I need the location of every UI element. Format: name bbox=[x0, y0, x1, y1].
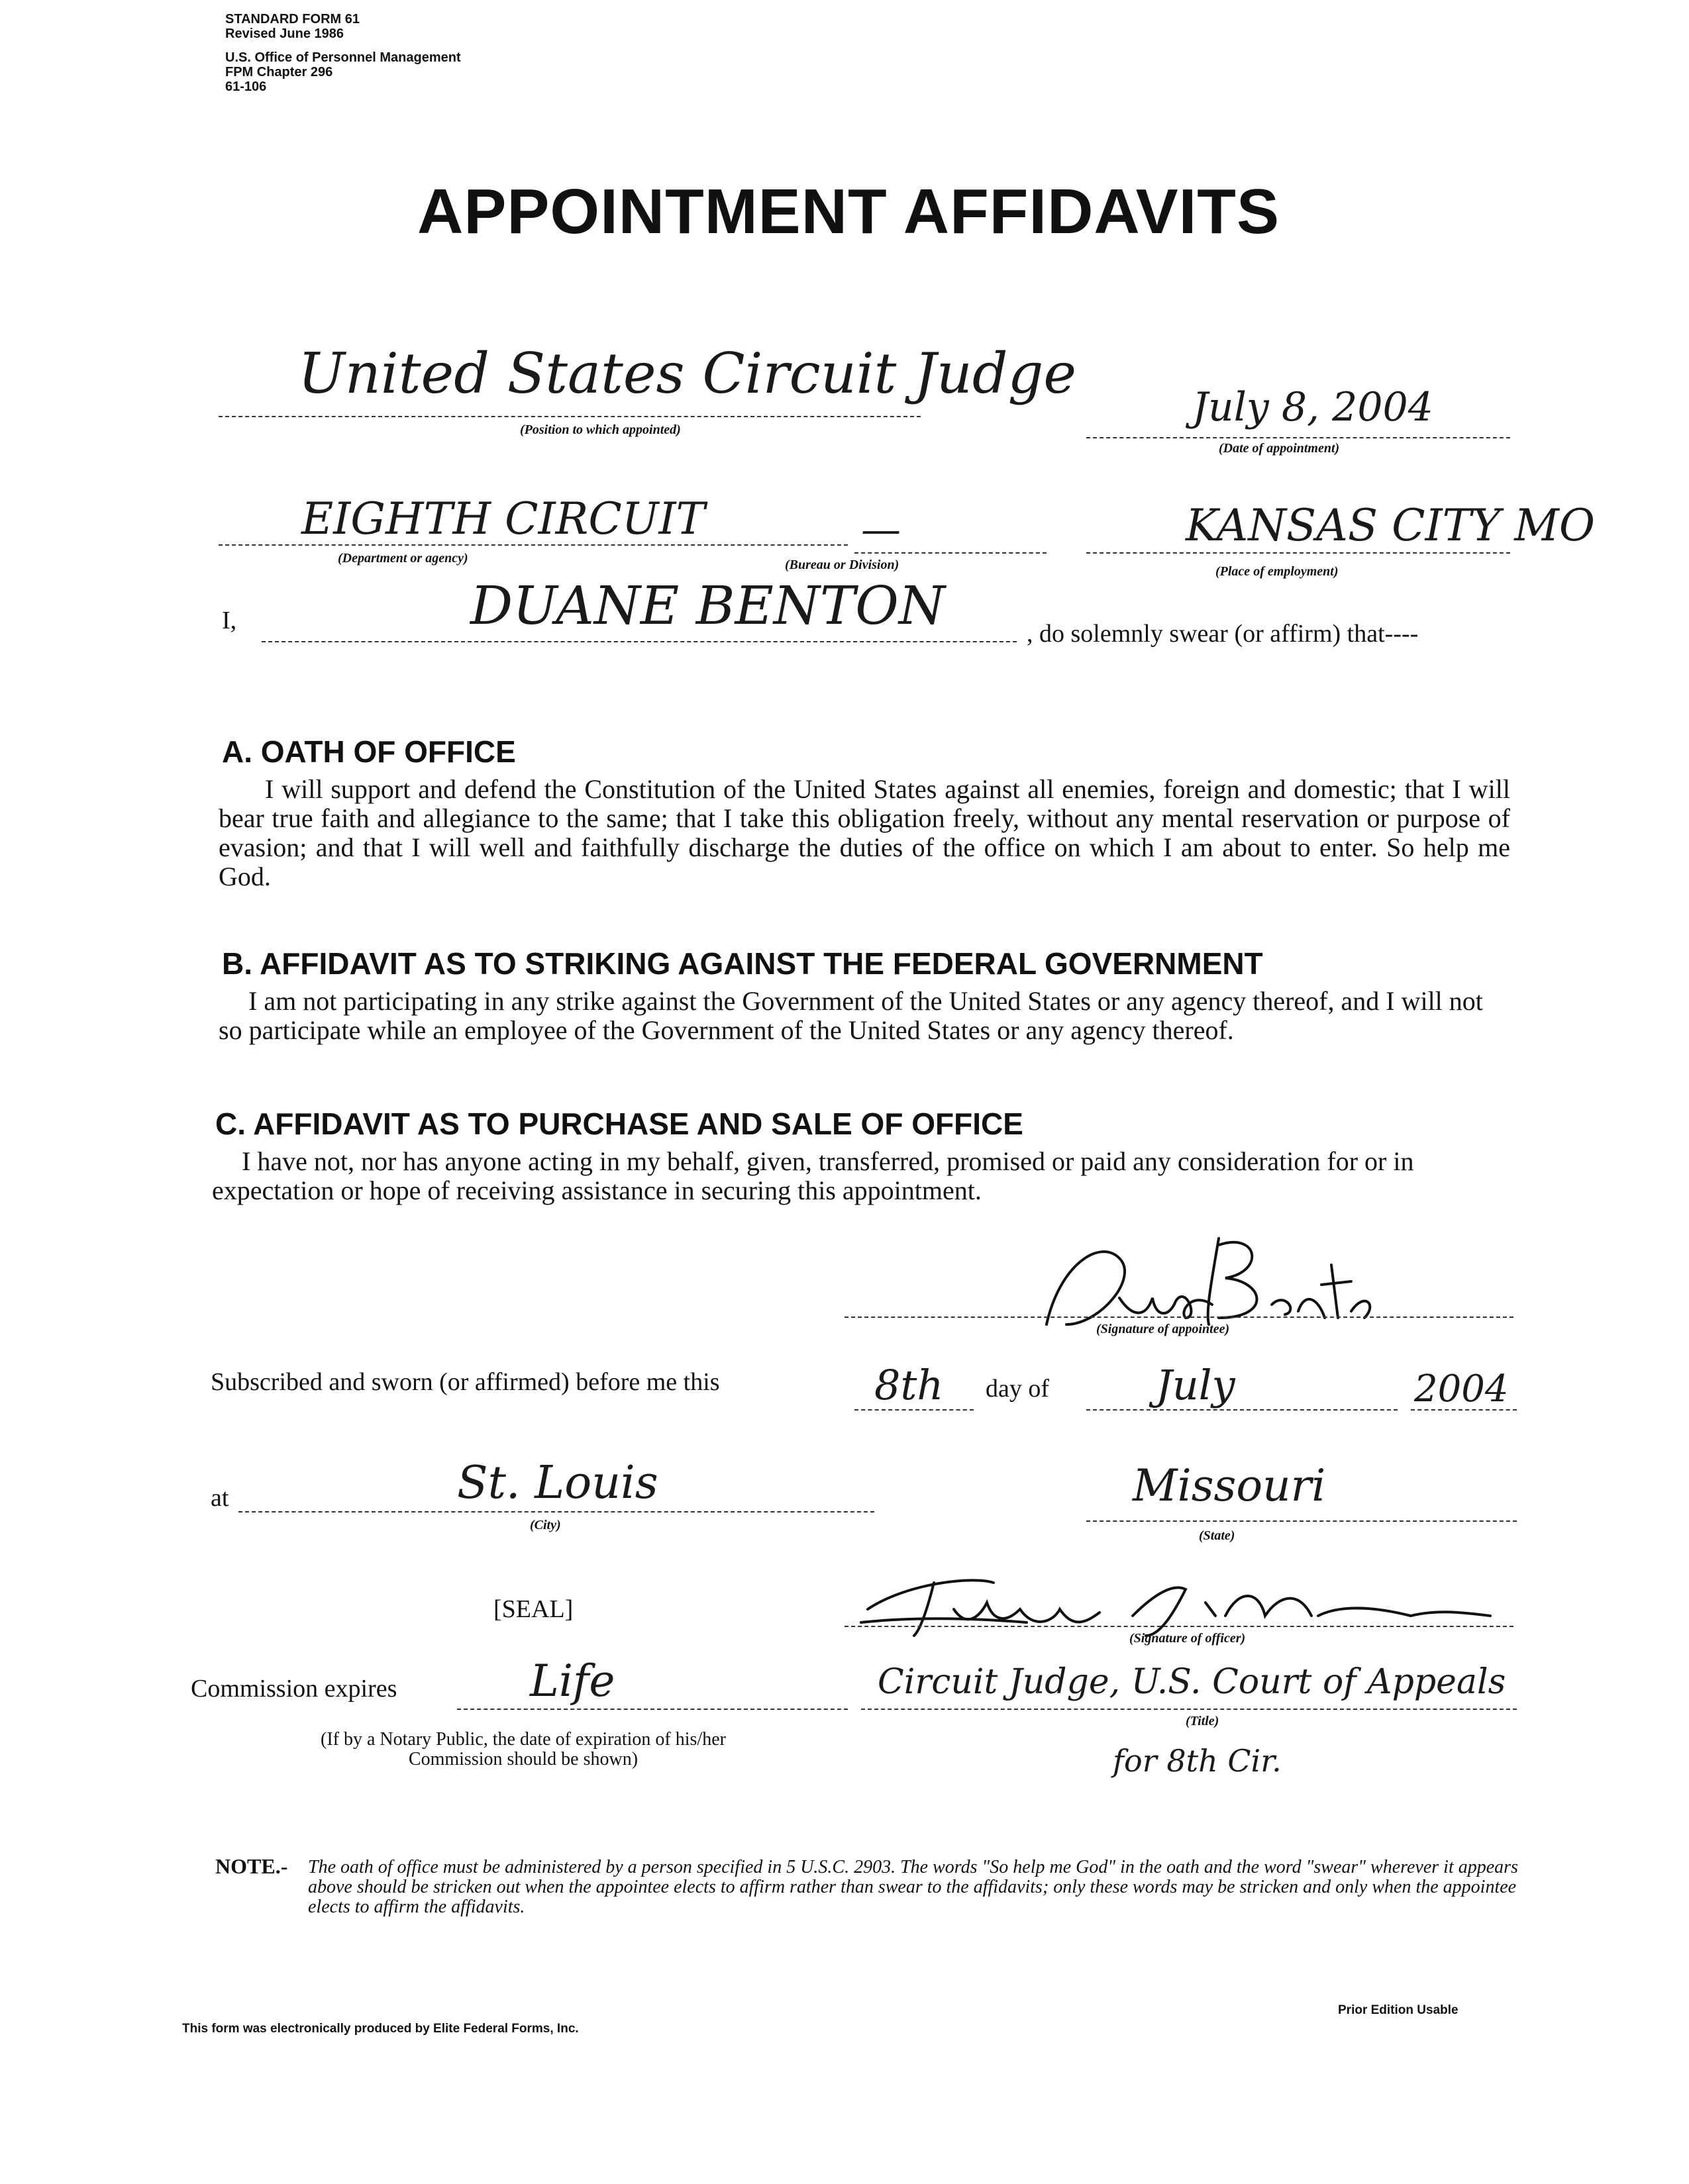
sworn-month-value[interactable]: July bbox=[1156, 1361, 1235, 1409]
officer-signature-caption: (Signature of officer) bbox=[1129, 1631, 1246, 1646]
bureau-caption: (Bureau or Division) bbox=[785, 558, 899, 572]
section-c-heading: C. AFFIDAVIT AS TO PURCHASE AND SALE OF OFFICE bbox=[215, 1107, 1023, 1141]
day-of-text: day of bbox=[986, 1375, 1050, 1403]
appointee-name-value[interactable]: DUANE BENTON bbox=[470, 575, 945, 636]
state-line bbox=[1086, 1520, 1517, 1522]
section-a-text: I will support and defend the Constitution of the United States against all enemies, foreign and domestic; that I will bear true faith and allegiance to the same; that I take this obligation freely, without any mental reservation or purpose of evasion; and that I will well and faithfully discharge the duties of the office on which I am about to enter. So help me God. bbox=[219, 774, 1510, 891]
date-line bbox=[1086, 437, 1510, 438]
section-b-heading: B. AFFIDAVIT AS TO STRIKING AGAINST THE FEDERAL GOVERNMENT bbox=[222, 946, 1263, 981]
note-label: NOTE.- bbox=[215, 1854, 288, 1878]
sworn-year-value[interactable]: 2004 bbox=[1414, 1367, 1509, 1411]
position-value[interactable]: United States Circuit Judge bbox=[298, 341, 1077, 406]
form-code: 61-106 bbox=[225, 79, 267, 94]
position-caption: (Position to which appointed) bbox=[520, 422, 681, 437]
at-label: at bbox=[211, 1484, 229, 1512]
swear-text: , do solemnly swear (or affirm) that---- bbox=[1027, 620, 1419, 648]
notary-note-line-1: (If by a Notary Public, the date of expiration of his/her bbox=[321, 1729, 726, 1750]
title-value-line-2[interactable]: for 8th Cir. bbox=[1113, 1743, 1282, 1779]
commission-line bbox=[457, 1709, 848, 1710]
place-caption: (Place of employment) bbox=[1215, 564, 1339, 579]
name-prefix: I, bbox=[222, 607, 237, 634]
bureau-value[interactable]: — bbox=[861, 507, 901, 553]
month-line bbox=[1086, 1409, 1398, 1411]
place-line bbox=[1086, 552, 1510, 554]
department-value[interactable]: EIGHTH CIRCUIT bbox=[301, 493, 705, 544]
prior-edition-text: Prior Edition Usable bbox=[1338, 2003, 1459, 2017]
appointee-signature-line bbox=[844, 1316, 1513, 1318]
fpm-chapter: FPM Chapter 296 bbox=[225, 65, 333, 79]
sworn-prefix: Subscribed and sworn (or affirmed) before me this bbox=[211, 1368, 720, 1396]
title-value-line-1[interactable]: Circuit Judge, U.S. Court of Appeals bbox=[878, 1662, 1506, 1702]
state-caption: (State) bbox=[1199, 1528, 1235, 1543]
commission-label: Commission expires bbox=[191, 1675, 397, 1703]
city-value[interactable]: St. Louis bbox=[457, 1457, 658, 1509]
produced-by-text: This form was electronically produced by Elite Federal Forms, Inc. bbox=[182, 2022, 579, 2036]
officer-signature-line bbox=[844, 1626, 1513, 1627]
date-caption: (Date of appointment) bbox=[1219, 441, 1340, 456]
bureau-line bbox=[854, 552, 1047, 554]
seal-label: [SEAL] bbox=[493, 1595, 574, 1623]
department-line bbox=[219, 544, 848, 546]
title-caption: (Title) bbox=[1186, 1714, 1219, 1728]
place-of-employment-value[interactable]: KANSAS CITY MO bbox=[1186, 500, 1595, 551]
section-a-heading: A. OATH OF OFFICE bbox=[222, 734, 516, 769]
section-b-text: I am not participating in any strike against the Government of the United States or any agency thereof, and I will not so participate while an employee of the Government of the United States or any agency thereof. bbox=[219, 986, 1483, 1045]
city-line bbox=[238, 1511, 874, 1513]
note-text: The oath of office must be administered by a person specified in 5 U.S.C. 2903. The words "So help me God" in the oath and the word "swear" wherever it appears above should be stricken out when the appointee elects to affirm rather than swear to the affidavits; only these words may be stricken and only when the appointee elects to affirm the affidavits. bbox=[308, 1857, 1518, 1917]
appointee-signature-caption: (Signature of appointee) bbox=[1096, 1322, 1230, 1336]
form-number: STANDARD FORM 61 bbox=[225, 12, 360, 26]
agency-name: U.S. Office of Personnel Management bbox=[225, 50, 461, 65]
form-header bbox=[225, 12, 461, 94]
city-caption: (City) bbox=[530, 1518, 561, 1532]
notary-note bbox=[272, 1730, 775, 1769]
title-line bbox=[861, 1709, 1517, 1710]
department-caption: (Department or agency) bbox=[338, 551, 468, 566]
commission-value[interactable]: Life bbox=[530, 1656, 615, 1707]
date-of-appointment-value[interactable]: July 8, 2004 bbox=[1192, 384, 1433, 430]
sworn-day-value[interactable]: 8th bbox=[874, 1361, 944, 1409]
page-title: APPOINTMENT AFFIDAVITS bbox=[417, 176, 1280, 247]
day-line bbox=[854, 1409, 974, 1411]
section-c-text: I have not, nor has anyone acting in my behalf, given, transferred, promised or paid any consideration for or in expectation or hope of receiving assistance in securing this appointment. bbox=[212, 1146, 1414, 1205]
state-value[interactable]: Missouri bbox=[1133, 1460, 1326, 1511]
revised-date: Revised June 1986 bbox=[225, 26, 344, 41]
position-line bbox=[219, 416, 921, 417]
notary-note-line-2: Commission should be shown) bbox=[408, 1749, 639, 1769]
name-line bbox=[262, 641, 1017, 642]
